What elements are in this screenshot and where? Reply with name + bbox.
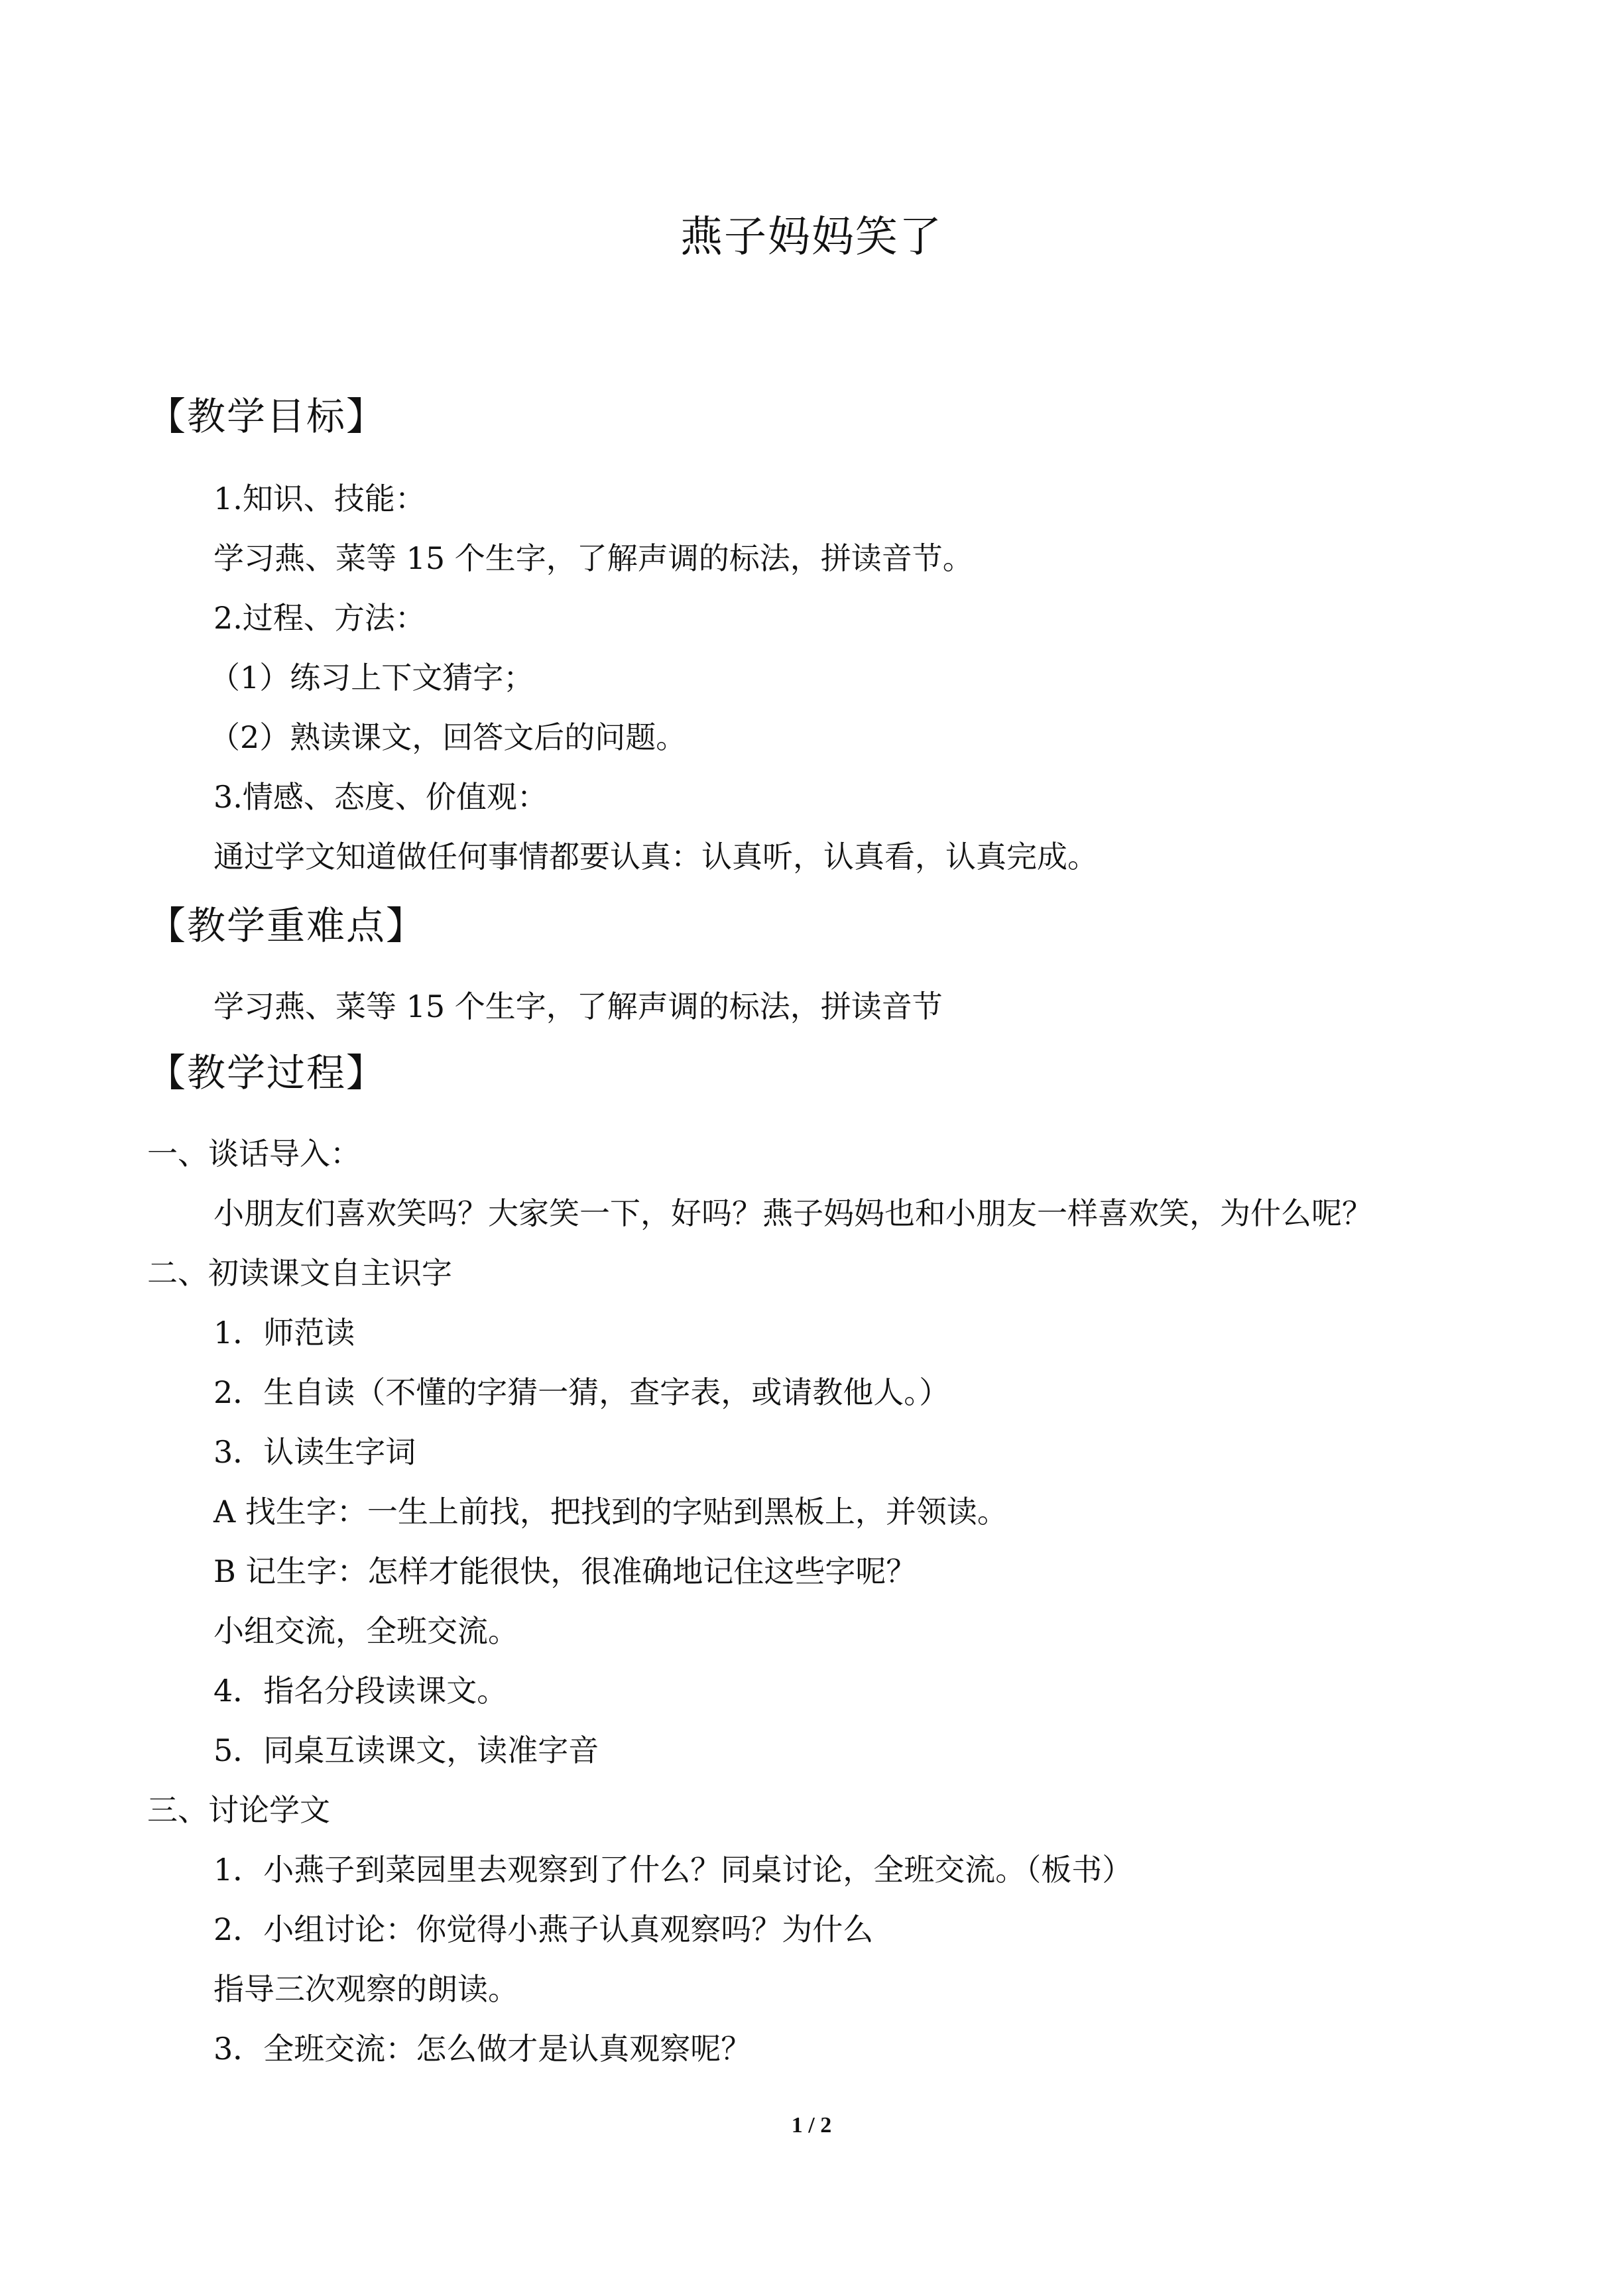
key-points-line: 学习燕、菜等 15 个生字，了解声调的标法，拼读音节 [213, 989, 943, 1024]
objectives-line: 2.过程、方法： [213, 600, 426, 636]
process-line: 3．认读生字词 [213, 1434, 416, 1470]
process-line: A 找生字：一生上前找，把找到的字贴到黑板上，并领读。 [213, 1494, 1008, 1530]
process-line: 4．指名分段读课文。 [213, 1673, 508, 1709]
section-heading-key-points: 【教学重难点】 [147, 903, 426, 948]
section-heading-process: 【教学过程】 [147, 1050, 387, 1095]
objectives-line: （1）练习上下文猜字； [210, 660, 534, 695]
section-heading-objectives: 【教学目标】 [147, 394, 387, 439]
process-line: 小组交流，全班交流。 [213, 1613, 518, 1649]
process-part-title: 一、谈话导入： [147, 1136, 361, 1172]
objectives-line: （2）熟读课文，回答文后的问题。 [210, 719, 687, 755]
process-line: 2．小组讨论：你觉得小燕子认真观察吗？为什么 [213, 1911, 874, 1947]
process-part-title: 二、初读课文自主识字 [147, 1255, 452, 1291]
process-line: 指导三次观察的朗读。 [213, 1971, 518, 2007]
process-line: 5．同桌互读课文，读准字音 [213, 1732, 599, 1768]
process-line: 1．小燕子到菜园里去观察到了什么？同桌讨论，全班交流。（板书） [213, 1852, 1133, 1888]
process-line: 3．全班交流：怎么做才是认真观察呢？ [213, 2031, 752, 2067]
process-part-title: 三、讨论学文 [147, 1792, 330, 1828]
process-line: B 记生字：怎样才能很快，很准确地记住这些字呢？ [213, 1553, 917, 1589]
objectives-line: 1.知识、技能： [213, 481, 426, 516]
process-line: 小朋友们喜欢笑吗？大家笑一下，好吗？燕子妈妈也和小朋友一样喜欢笑，为什么呢？ [213, 1195, 1372, 1231]
page-number: 1 / 2 [791, 2113, 832, 2138]
objectives-line: 学习燕、菜等 15 个生字，了解声调的标法，拼读音节。 [213, 540, 973, 576]
process-line: 1．师范读 [213, 1315, 355, 1351]
process-line: 2．生自读（不懂的字猜一猜，查字表，或请教他人。） [213, 1374, 950, 1410]
objectives-line: 通过学文知道做任何事情都要认真：认真听，认真看，认真完成。 [213, 839, 1098, 875]
objectives-line: 3.情感、态度、价值观： [213, 779, 548, 815]
document-title: 燕子妈妈笑了 [680, 213, 943, 262]
